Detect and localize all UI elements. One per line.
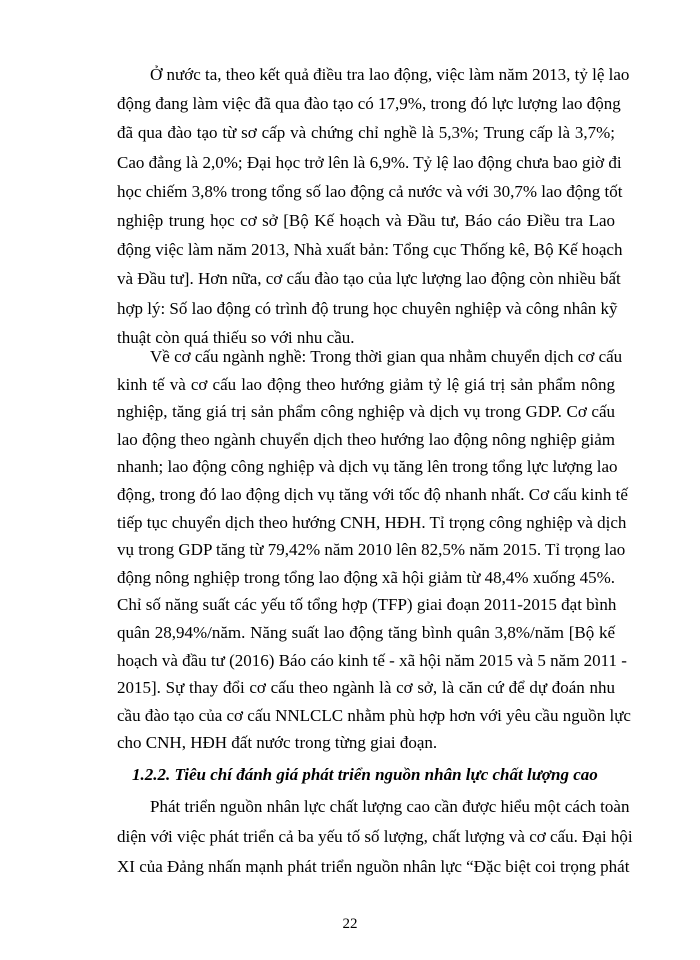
text-line: vụ trong GDP tăng từ 79,42% năm 2010 lên 82,5% năm 2015. Tỉ trọng lao [117,540,626,559]
text-line: đã qua đào tạo từ sơ cấp và chứng chỉ nghề là 5,3%; Trung cấp là 3,7%; [117,123,615,142]
text-line: Về cơ cấu ngành nghề: Trong thời gian qua nhằm chuyển dịch cơ cấu [150,347,623,366]
text-line: XI của Đảng nhấn mạnh phát triển nguồn nhân lực “Đặc biệt coi trọng phát [117,857,630,876]
text-line: Cao đẳng là 2,0%; Đại học trở lên là 6,9%. Tỷ lệ lao động chưa bao giờ đi [117,153,622,172]
text-line: cho CNH, HĐH đất nước trong từng giai đoạn. [117,733,438,752]
text-line: diện với việc phát triển cả ba yếu tố số lượng, chất lượng và cơ cấu. Đại hội [117,827,633,846]
text-line: động, trong đó lao động dịch vụ tăng với tốc độ nhanh nhất. Cơ cấu kinh tế [117,485,628,504]
text-line: thuật còn quá thiếu so với nhu cầu. [117,328,355,347]
text-line: quân 28,94%/năm. Năng suất lao động tăng bình quân 3,8%/năm [Bộ kế [117,623,615,642]
text-line: tiếp tục chuyển dịch theo hướng CNH, HĐH. Tỉ trọng công nghiệp và dịch [117,513,627,532]
text-line: và Đầu tư]. Hơn nữa, cơ cấu đào tạo của lực lượng lao động còn nhiều bất [117,269,621,288]
text-line: 2015]. Sự thay đổi cơ cấu theo ngành là cơ sở, là căn cứ để dự đoán nhu [117,678,615,697]
text-line: nhanh; lao động công nghiệp và dịch vụ tăng lên trong tổng lực lượng lao [117,457,618,476]
text-line: cầu đào tạo của cơ cấu NNLCLC nhằm phù hợp hơn với yêu cầu nguồn lực [117,706,631,725]
section-heading: 1.2.2. Tiêu chí đánh giá phát triển nguồn nhân lực chất lượng cao [132,765,598,784]
text-line: động đang làm việc đã qua đào tạo có 17,9%, trong đó lực lượng lao động [117,94,621,113]
text-line: Ở nước ta, theo kết quả điều tra lao động, việc làm năm 2013, tỷ lệ lao [150,65,630,84]
text-line: Chỉ số năng suất các yếu tố tổng hợp (TFP) giai đoạn 2011-2015 đạt bình [117,595,617,614]
text-line: lao động theo ngành chuyển dịch theo hướng lao động nông nghiệp giảm [117,430,615,449]
text-line: hợp lý: Số lao động có trình độ trung học chuyên nghiệp và công nhân kỹ [117,299,618,318]
text-line: hoạch và đầu tư (2016) Báo cáo kinh tế - xã hội năm 2015 và 5 năm 2011 - [117,651,627,670]
page-number: 22 [342,916,358,932]
text-line: động nông nghiệp trong tổng lao động xã hội giảm từ 48,4% xuống 45%. [117,568,615,587]
text-line: nghiệp trung học cơ sở [Bộ Kế hoạch và Đầu tư, Báo cáo Điều tra Lao [117,211,615,230]
text-line: học chiếm 3,8% trong tổng số lao động cả nước và với 30,7% lao động tốt [117,182,623,201]
text-line: Phát triển nguồn nhân lực chất lượng cao cần được hiểu một cách toàn [150,797,630,816]
text-line: kinh tế và cơ cấu lao động theo hướng giảm tỷ lệ giá trị sản phẩm nông [117,375,615,394]
text-line: động việc làm năm 2013, Nhà xuất bản: Tổng cục Thống kê, Bộ Kế hoạch [117,240,623,259]
text-line: nghiệp, tăng giá trị sản phẩm công nghiệp và dịch vụ trong GDP. Cơ cấu [117,402,615,421]
